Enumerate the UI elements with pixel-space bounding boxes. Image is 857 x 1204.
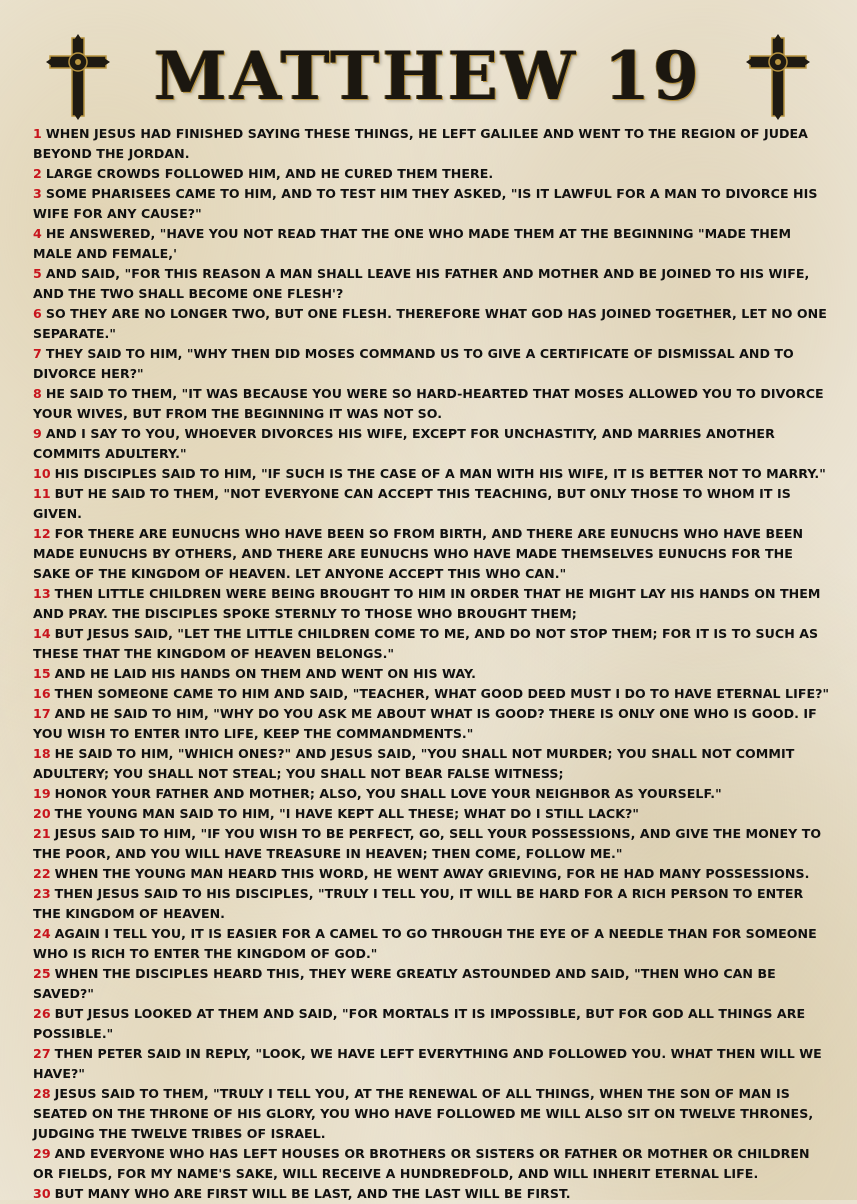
verse-number: 16 (33, 686, 51, 701)
verse-text: AND HE SAID TO HIM, "WHY DO YOU ASK ME ABOUT WHAT IS GOOD? THERE IS ONLY ONE WHO IS GOOD. IF YOU WISH TO ENTER INTO LIFE, KEEP THE COMMANDMENTS." (33, 706, 817, 741)
verse (33, 184, 833, 224)
verse-number: 15 (33, 666, 51, 681)
verse-number: 12 (33, 526, 51, 541)
verse-text: WHEN THE YOUNG MAN HEARD THIS WORD, HE WENT AWAY GRIEVING, FOR HE HAD MANY POSSESSIONS. (54, 866, 810, 881)
verse (33, 304, 833, 344)
verse-text: HONOR YOUR FATHER AND MOTHER; ALSO, YOU SHALL LOVE YOUR NEIGHBOR AS YOURSELF." (54, 786, 722, 801)
verse-number: 20 (33, 806, 51, 821)
verse (33, 704, 833, 744)
verse-number: 30 (33, 1186, 51, 1201)
verse (33, 224, 833, 264)
verse-number: 18 (33, 746, 51, 761)
verse-text: THEN LITTLE CHILDREN WERE BEING BROUGHT TO HIM IN ORDER THAT HE MIGHT LAY HIS HANDS ON THEM AND PRAY. THE DISCIPLES SPOKE STERNLY TO THOSE WHO BROUGHT THEM; (33, 586, 821, 621)
verse-number: 23 (33, 886, 51, 901)
verse-number: 21 (33, 826, 51, 841)
verse-text: AND SAID, "FOR THIS REASON A MAN SHALL LEAVE HIS FATHER AND MOTHER AND BE JOINED TO HIS WIFE, AND THE TWO SHALL BECOME ONE FLESH'? (33, 266, 810, 301)
verse-text: BUT JESUS LOOKED AT THEM AND SAID, "FOR MORTALS IT IS IMPOSSIBLE, BUT FOR GOD ALL THINGS ARE POSSIBLE." (33, 1006, 806, 1041)
verse (33, 424, 833, 464)
verse (33, 824, 833, 864)
verse-text: AND HE LAID HIS HANDS ON THEM AND WENT ON HIS WAY. (54, 666, 476, 681)
verse-number: 25 (33, 966, 51, 981)
verse (33, 864, 833, 884)
verse-text: THE YOUNG MAN SAID TO HIM, "I HAVE KEPT ALL THESE; WHAT DO I STILL LACK?" (54, 806, 640, 821)
header (0, 28, 857, 124)
verse-number: 9 (33, 426, 42, 441)
verse-number: 24 (33, 926, 51, 941)
verse-text: HIS DISCIPLES SAID TO HIM, "IF SUCH IS THE CASE OF A MAN WITH HIS WIFE, IT IS BETTER NOT TO MARRY." (54, 466, 826, 481)
verse (33, 624, 833, 664)
page-title: MATTHEW 19 (153, 37, 703, 115)
verse-text: BUT JESUS SAID, "LET THE LITTLE CHILDREN COME TO ME, AND DO NOT STOP THEM; FOR IT IS TO SUCH AS THESE THAT THE KINGDOM OF HEAVEN BELONGS." (33, 626, 819, 661)
verse-number: 19 (33, 786, 51, 801)
verse (33, 784, 833, 804)
verse-number: 14 (33, 626, 51, 641)
verse (33, 124, 833, 164)
verse-number: 2 (33, 166, 42, 181)
verse (33, 384, 833, 424)
verse-text: HE ANSWERED, "HAVE YOU NOT READ THAT THE ONE WHO MADE THEM AT THE BEGINNING "MADE THEM MALE AND FEMALE,' (33, 226, 792, 261)
verse (33, 344, 833, 384)
verse-text: BUT HE SAID TO THEM, "NOT EVERYONE CAN ACCEPT THIS TEACHING, BUT ONLY THOSE TO WHOM IT IS GIVEN. (33, 486, 791, 521)
verse (33, 1084, 833, 1144)
verse-number: 1 (33, 126, 42, 141)
verse (33, 1004, 833, 1044)
verse-text: HE SAID TO THEM, "IT WAS BECAUSE YOU WERE SO HARD-HEARTED THAT MOSES ALLOWED YOU TO DIVORCE YOUR WIVES, BUT FROM THE BEGINNING IT WAS NOT SO. (33, 386, 824, 421)
verse (33, 884, 833, 924)
verse-number: 11 (33, 486, 51, 501)
ornate-cross-icon (46, 34, 110, 120)
verse (33, 164, 833, 184)
verse-text: AGAIN I TELL YOU, IT IS EASIER FOR A CAMEL TO GO THROUGH THE EYE OF A NEEDLE THAN FOR SOMEONE WHO IS RICH TO ENTER THE KINGDOM OF GOD." (33, 926, 817, 961)
verse-text: THEN PETER SAID IN REPLY, "LOOK, WE HAVE LEFT EVERYTHING AND FOLLOWED YOU. WHAT THEN WILL WE HAVE?" (33, 1046, 822, 1081)
verse (33, 964, 833, 1004)
verse-number: 5 (33, 266, 42, 281)
verse-number: 17 (33, 706, 51, 721)
verse-number: 28 (33, 1086, 51, 1101)
verse (33, 924, 833, 964)
verse-number: 7 (33, 346, 42, 361)
verse-text: SO THEY ARE NO LONGER TWO, BUT ONE FLESH. THEREFORE WHAT GOD HAS JOINED TOGETHER, LET NO ONE SEPARATE." (33, 306, 827, 341)
verse-text: THEN JESUS SAID TO HIS DISCIPLES, "TRULY I TELL YOU, IT WILL BE HARD FOR A RICH PERSON TO ENTER THE KINGDOM OF HEAVEN. (33, 886, 804, 921)
verse-text: JESUS SAID TO HIM, "IF YOU WISH TO BE PERFECT, GO, SELL YOUR POSSESSIONS, AND GIVE THE MONEY TO THE POOR, AND YOU WILL HAVE TREASURE IN HEAVEN; THEN COME, FOLLOW ME." (33, 826, 822, 861)
verse (33, 1144, 833, 1184)
verse (33, 264, 833, 304)
verse-number: 13 (33, 586, 51, 601)
verse-number: 3 (33, 186, 42, 201)
verse-text: BUT MANY WHO ARE FIRST WILL BE LAST, AND THE LAST WILL BE FIRST. (54, 1186, 571, 1201)
ornate-cross-icon (746, 34, 810, 120)
verse (33, 804, 833, 824)
verse (33, 744, 833, 784)
verse (33, 1044, 833, 1084)
verse (33, 1184, 833, 1204)
verse-number: 27 (33, 1046, 51, 1061)
verse-text: AND EVERYONE WHO HAS LEFT HOUSES OR BROTHERS OR SISTERS OR FATHER OR MOTHER OR CHILDREN OR FIELDS, FOR MY NAME'S SAKE, WILL RECEIVE A HUNDREDFOLD, AND WILL INHERIT ETERNAL LIFE. (33, 1146, 810, 1181)
verse (33, 664, 833, 684)
verse-text: AND I SAY TO YOU, WHOEVER DIVORCES HIS WIFE, EXCEPT FOR UNCHASTITY, AND MARRIES ANOTHER COMMITS ADULTERY." (33, 426, 775, 461)
verse-text: JESUS SAID TO THEM, "TRULY I TELL YOU, AT THE RENEWAL OF ALL THINGS, WHEN THE SON OF MAN IS SEATED ON THE THRONE OF HIS GLORY, YOU WHO HAVE FOLLOWED ME WILL ALSO SIT ON TWELVE THRONES, JUDGING THE TWELVE TRIBES OF ISRAEL. (33, 1086, 814, 1141)
verse-text: WHEN THE DISCIPLES HEARD THIS, THEY WERE GREATLY ASTOUNDED AND SAID, "THEN WHO CAN BE SAVED?" (33, 966, 776, 1001)
verse-text: THEN SOMEONE CAME TO HIM AND SAID, "TEACHER, WHAT GOOD DEED MUST I DO TO HAVE ETERNAL LIFE?" (54, 686, 830, 701)
verse-text: FOR THERE ARE EUNUCHS WHO HAVE BEEN SO FROM BIRTH, AND THERE ARE EUNUCHS WHO HAVE BEEN MADE EUNUCHS BY OTHERS, AND THERE ARE EUNUCHS WHO HAVE MADE THEMSELVES EUNUCHS FOR THE SAKE OF THE KINGDOM OF HEAVEN. LET ANYONE ACCEPT THIS WHO CAN." (33, 526, 804, 581)
verse-text: HE SAID TO HIM, "WHICH ONES?" AND JESUS SAID, "YOU SHALL NOT MURDER; YOU SHALL NOT COMMIT ADULTERY; YOU SHALL NOT STEAL; YOU SHALL NOT BEAR FALSE WITNESS; (33, 746, 795, 781)
verse-number: 8 (33, 386, 42, 401)
verse (33, 684, 833, 704)
verse-text: SOME PHARISEES CAME TO HIM, AND TO TEST HIM THEY ASKED, "IS IT LAWFUL FOR A MAN TO DIVORCE HIS WIFE FOR ANY CAUSE?" (33, 186, 818, 221)
verse-number: 22 (33, 866, 51, 881)
verse-text: THEY SAID TO HIM, "WHY THEN DID MOSES COMMAND US TO GIVE A CERTIFICATE OF DISMISSAL AND TO DIVORCE HER?" (33, 346, 794, 381)
verse (33, 484, 833, 524)
verse-number: 26 (33, 1006, 51, 1021)
verse (33, 584, 833, 624)
verse (33, 464, 833, 484)
verse-text: WHEN JESUS HAD FINISHED SAYING THESE THINGS, HE LEFT GALILEE AND WENT TO THE REGION OF JUDEA BEYOND THE JORDAN. (33, 126, 808, 161)
verse-number: 29 (33, 1146, 51, 1161)
verse-number: 6 (33, 306, 42, 321)
verse-list (33, 124, 833, 1204)
verse-number: 10 (33, 466, 51, 481)
verse (33, 524, 833, 584)
verse-text: LARGE CROWDS FOLLOWED HIM, AND HE CURED THEM THERE. (45, 166, 494, 181)
verse-number: 4 (33, 226, 42, 241)
